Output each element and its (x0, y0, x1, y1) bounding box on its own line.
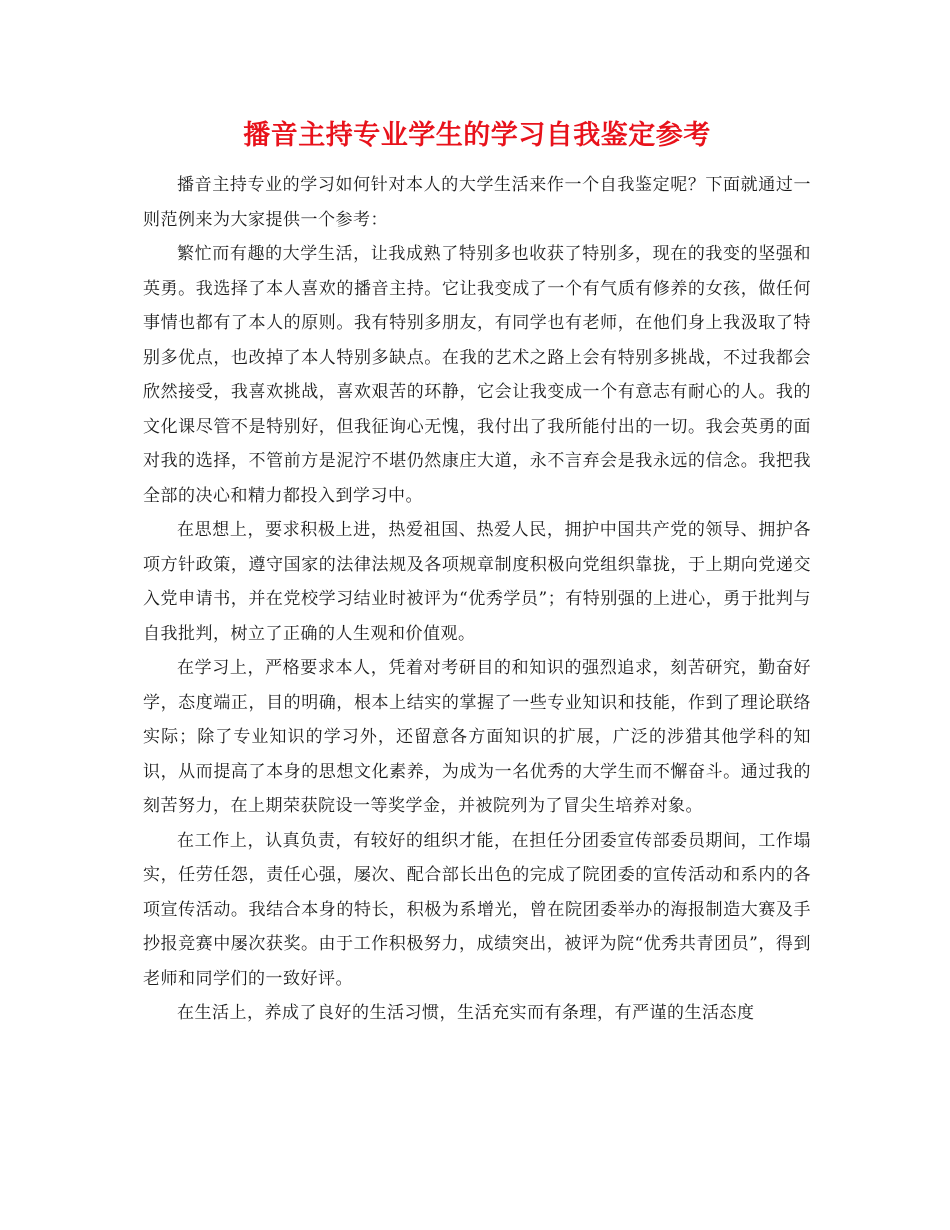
life-paragraph: 在生活上，养成了良好的生活习惯，生活充实而有条理，有严谨的生活态度 (177, 1003, 755, 1023)
intro-paragraph: 播音主持专业的学习如何针对本人的大学生活来作一个自我鉴定呢？下面就通过一则范例来为大家提供一个参考： (143, 175, 811, 230)
ideology-paragraph: 在思想上，要求积极上进，热爱祖国、热爱人民，拥护中国共产党的领导、拥护各项方针政策，遵守国家的法律法规及各项规章制度积极向党组织靠拢，于上期向党递交入党申请书，并在党校学习结业时被评为“优秀学员”；有特别强的上进心，勇于批判与自我批判，树立了正确的人生观和价值观。 (143, 520, 811, 644)
document-page (143, 118, 811, 1031)
college-life-paragraph: 繁忙而有趣的大学生活，让我成熟了特别多也收获了特别多，现在的我变的坚强和英勇。我选择了本人喜欢的播音主持。它让我变成了一个有气质有修养的女孩，做任何事情也都有了本人的原则。我有特别多朋友，有同学也有老师，在他们身上我汲取了特别多优点，也改掉了本人特别多缺点。在我的艺术之路上会有特别多挑战，不过我都会欣然接受，我喜欢挑战，喜欢艰苦的环静，它会让我变成一个有意志有耐心的人。我的文化课尽管不是特别好，但我征询心无愧，我付出了我所能付出的一切。我会英勇的面对我的选择，不管前方是泥泞不堪仍然康庄大道，永不言弃会是我永远的信念。我把我全部的决心和精力都投入到学习中。 (143, 244, 811, 506)
work-paragraph: 在工作上，认真负责，有较好的组织才能，在担任分团委宣传部委员期间，工作塌实，任劳任怨，责任心强，屡次、配合部长出色的完成了院团委的宣传活动和系内的各项宣传活动。我结合本身的特长，积极为系增光，曾在院团委举办的海报制造大赛及手抄报竞赛中屡次获奖。由于工作积极努力，成绩突出，被评为院“优秀共青团员”，得到老师和同学们的一致好评。 (143, 830, 811, 989)
study-paragraph: 在学习上，严格要求本人，凭着对考研目的和知识的强烈追求，刻苦研究，勤奋好学，态度端正，目的明确，根本上结实的掌握了一些专业知识和技能，作到了理论联络实际；除了专业知识的学习外，还留意各方面知识的扩展，广泛的涉猎其他学科的知识，从而提高了本身的思想文化素养，为成为一名优秀的大学生而不懈奋斗。通过我的刻苦努力，在上期荣获院设一等奖学金，并被院列为了冒尖生培养对象。 (143, 658, 811, 816)
document-title: 播音主持专业学生的学习自我鉴定参考 (243, 120, 711, 151)
